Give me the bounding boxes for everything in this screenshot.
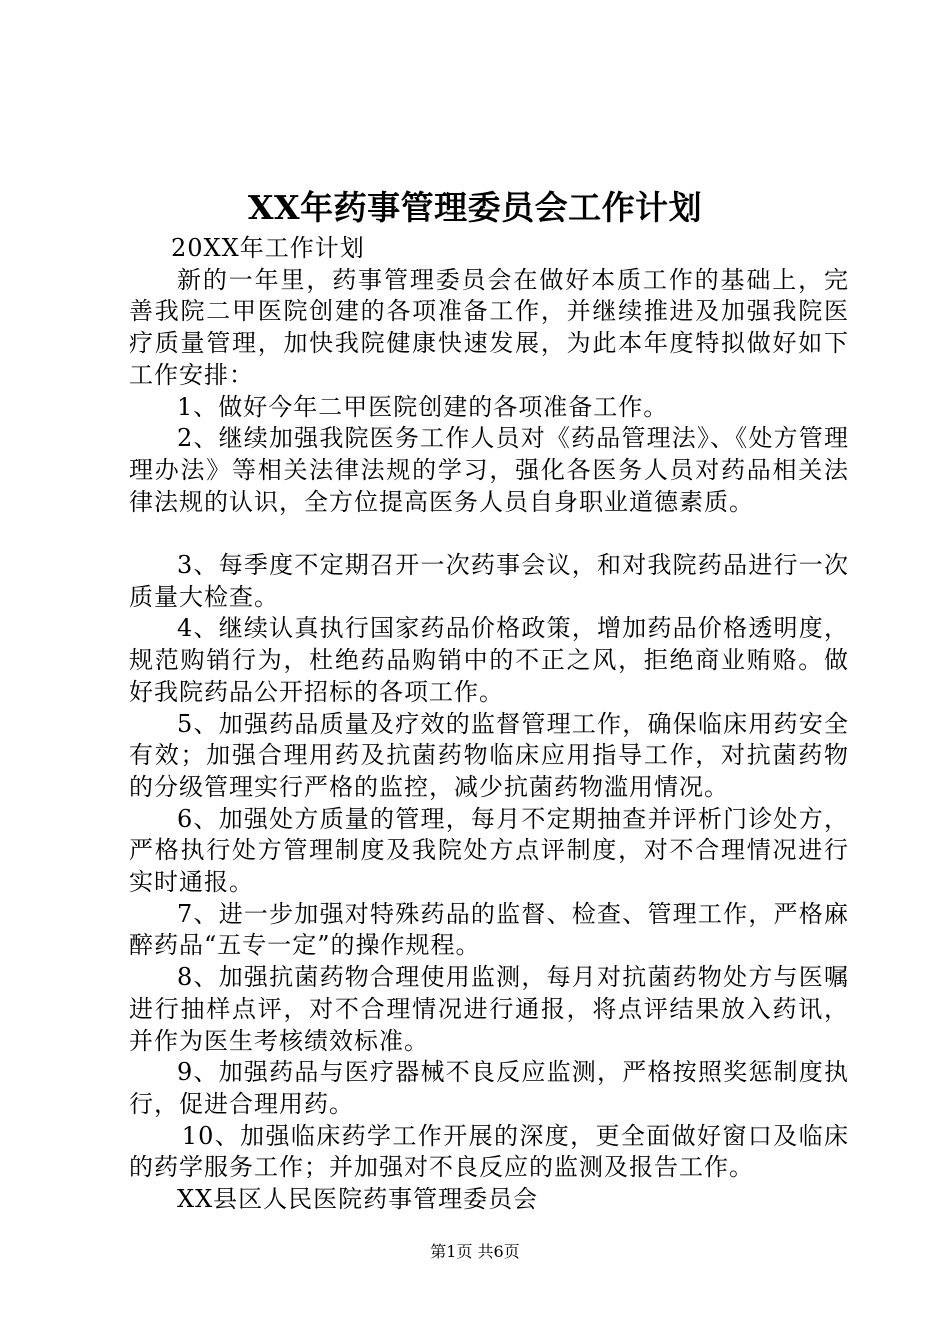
- intro-paragraph: 新的一年里，药事管理委员会在做好本质工作的基础上，完善我院二甲医院创建的各项准备工作，并继续推进及加强我院医疗质量管理，加快我院健康快速发展，为此本年度特拟做好如下工作安排：: [129, 265, 849, 389]
- page-footer: 第1页 共6页: [430, 1242, 520, 1261]
- plan-item-9: 9、加强药品与医疗器械不良反应监测，严格按照奖惩制度执行，促进合理用药。: [129, 1058, 849, 1118]
- plan-item-6: 6、加强处方质量的管理，每月不定期抽查并评析门诊处方，严格执行处方管理制度及我院处方点评制度，对不合理情况进行实时通报。: [129, 804, 849, 897]
- paragraph-gap: [129, 518, 849, 550]
- plan-item-4: 4、继续认真执行国家药品价格政策，增加药品价格透明度，规范购销行为，杜绝药品购销中的不正之风，拒绝商业贿赂。做好我院药品公开招标的各项工作。: [129, 614, 849, 706]
- document-body: [129, 233, 849, 1216]
- plan-item-8: 8、加强抗菌药物合理使用监测，每月对抗菌药物处方与医嘱进行抽样点评，对不合理情况进行通报，将点评结果放入药讯，并作为医生考核绩效标准。: [129, 963, 849, 1055]
- plan-item-10: 10、加强临床药学工作开展的深度，更全面做好窗口及临床的药学服务工作；并加强对不良反应的监测及报告工作。: [129, 1121, 849, 1182]
- plan-item-2: 2、继续加强我院医务工作人员对《药品管理法》、《处方管理理办法》等相关法律法规的学习，强化各医务人员对药品相关法律法规的认识，全方位提高医务人员自身职业道德素质。: [129, 424, 849, 516]
- subtitle-line: 20XX年工作计划: [171, 234, 365, 262]
- plan-item-1: 1、做好今年二甲医院创建的各项准备工作。: [177, 392, 669, 421]
- plan-item-3: 3、每季度不定期召开一次药事会议，和对我院药品进行一次质量大检查。: [129, 551, 849, 611]
- plan-item-5: 5、加强药品质量及疗效的监督管理工作，确保临床用药安全有效；加强合理用药及抗菌药物临床应用指导工作，对抗菌药物的分级管理实行严格的监控，减少抗菌药物滥用情况。: [129, 709, 849, 801]
- document-title: XX年药事管理委员会工作计划: [247, 188, 703, 227]
- signature-line: XX县区人民医院药事管理委员会: [177, 1185, 539, 1214]
- plan-item-7: 7、进一步加强对特殊药品的监督、检查、管理工作，严格麻醉药品“五专一定”的操作规程。: [129, 899, 849, 960]
